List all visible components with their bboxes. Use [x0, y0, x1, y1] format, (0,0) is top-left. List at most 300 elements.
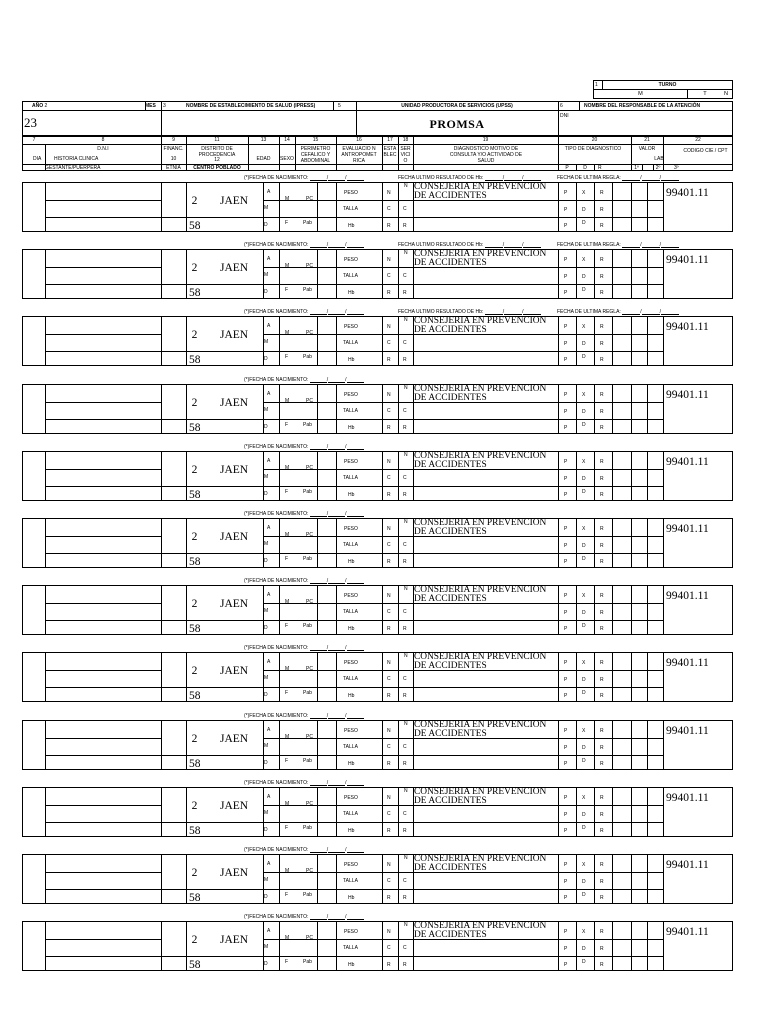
row-serv-r[interactable]: R [403, 626, 407, 632]
row-sexo-f[interactable]: F [285, 489, 289, 495]
row-serv-r[interactable]: R [403, 828, 407, 834]
row-tipo-r-1[interactable]: R [600, 526, 604, 532]
row-sexo-m[interactable]: M [285, 196, 290, 202]
row-estab-r[interactable]: R [387, 223, 391, 229]
row-edad-unit-a[interactable]: A [267, 323, 271, 329]
row-tipo-d-2[interactable]: D [582, 207, 586, 213]
row-tipo-p-1[interactable]: P [564, 190, 568, 196]
row-diagnostico-line1[interactable]: CONSEJERIA EN PREVENCION [414, 585, 547, 595]
row-codigo-value[interactable]: 99401.11 [666, 657, 709, 669]
row-tipo-r-3[interactable]: R [600, 425, 604, 431]
row-serv-r[interactable]: R [403, 290, 407, 296]
row-edad-unit-a[interactable]: A [267, 189, 271, 195]
row-estab-n[interactable]: N [387, 728, 391, 734]
row-serv-n[interactable]: N [404, 250, 408, 256]
row-serv-n[interactable]: N [404, 788, 408, 794]
row-estab-r[interactable]: R [387, 290, 391, 296]
row-financ-value[interactable]: 2 [191, 531, 198, 543]
row-estab-n[interactable]: N [387, 593, 391, 599]
row-diagnostico-line2[interactable]: DE ACCIDENTES [414, 661, 487, 671]
row-edad-value[interactable]: 58 [189, 422, 201, 434]
row-diagnostico-line2[interactable]: DE ACCIDENTES [414, 393, 487, 403]
row-edad-unit-d[interactable]: D [264, 558, 268, 564]
row-edad-value[interactable]: 58 [189, 758, 201, 770]
row-edad-unit-d[interactable]: D [264, 289, 268, 295]
row-sexo-m[interactable]: M [285, 666, 290, 672]
row-diagnostico-line2[interactable]: DE ACCIDENTES [414, 527, 487, 537]
row-tipo-p-2[interactable]: P [564, 274, 568, 280]
row-diagnostico-line2[interactable]: DE ACCIDENTES [414, 594, 487, 604]
row-diagnostico-line1[interactable]: CONSEJERIA EN PREVENCION [414, 384, 547, 394]
row-tipo-p-1[interactable]: P [564, 728, 568, 734]
turno-option-n[interactable]: N [724, 91, 729, 97]
row-sexo-f[interactable]: F [285, 354, 289, 360]
row-serv-n[interactable]: N [404, 385, 408, 391]
row-tipo-x[interactable]: X [582, 593, 586, 599]
row-edad-unit-d[interactable]: D [264, 692, 268, 698]
row-estab-c[interactable]: C [387, 744, 391, 750]
row-serv-r[interactable]: R [403, 492, 407, 498]
row-tipo-d-3[interactable]: D [582, 892, 586, 898]
row-edad-unit-m[interactable]: M [264, 608, 269, 614]
row-tipo-r-1[interactable]: R [600, 257, 604, 263]
row-codigo-value[interactable]: 99401.11 [666, 590, 709, 602]
row-diagnostico-line1[interactable]: CONSEJERIA EN PREVENCION [414, 518, 547, 528]
row-tipo-d-2[interactable]: D [582, 745, 586, 751]
row-codigo-value[interactable]: 99401.11 [666, 523, 709, 535]
turno-option-t[interactable]: T [703, 91, 707, 97]
row-serv-r[interactable]: R [403, 962, 407, 968]
row-sexo-f[interactable]: F [285, 220, 289, 226]
row-serv-c[interactable]: C [403, 945, 407, 951]
row-edad-unit-d[interactable]: D [264, 424, 268, 430]
row-tipo-p-1[interactable]: P [564, 929, 568, 935]
row-sexo-m[interactable]: M [285, 734, 290, 740]
row-tipo-d-3[interactable]: D [582, 220, 586, 226]
row-financ-value[interactable]: 2 [191, 733, 198, 745]
row-financ-value[interactable]: 2 [191, 329, 198, 341]
row-tipo-p-2[interactable]: P [564, 946, 568, 952]
row-estab-c[interactable]: C [387, 475, 391, 481]
row-tipo-r-3[interactable]: R [600, 357, 604, 363]
row-estab-c[interactable]: C [387, 811, 391, 817]
row-diagnostico-line1[interactable]: CONSEJERIA EN PREVENCION [414, 316, 547, 326]
row-financ-value[interactable]: 2 [191, 397, 198, 409]
row-tipo-p-1[interactable]: P [564, 795, 568, 801]
row-tipo-p-3[interactable]: P [564, 761, 568, 767]
row-edad-unit-m[interactable]: M [264, 877, 269, 883]
row-codigo-value[interactable]: 99401.11 [666, 254, 709, 266]
row-tipo-r-1[interactable]: R [600, 459, 604, 465]
row-estab-r[interactable]: R [387, 425, 391, 431]
row-edad-value[interactable]: 58 [189, 892, 201, 904]
row-edad-unit-a[interactable]: A [267, 525, 271, 531]
row-distrito-value[interactable]: JAEN [220, 867, 249, 879]
row-edad-unit-a[interactable]: A [267, 458, 271, 464]
row-diagnostico-line2[interactable]: DE ACCIDENTES [414, 460, 487, 470]
row-distrito-value[interactable]: JAEN [220, 329, 249, 341]
row-serv-n[interactable]: N [404, 922, 408, 928]
row-serv-c[interactable]: C [403, 340, 407, 346]
row-tipo-r-2[interactable]: R [600, 274, 604, 280]
row-estab-c[interactable]: C [387, 676, 391, 682]
row-edad-unit-a[interactable]: A [267, 861, 271, 867]
row-edad-value[interactable]: 58 [189, 623, 201, 635]
row-serv-c[interactable]: C [403, 878, 407, 884]
row-tipo-r-2[interactable]: R [600, 677, 604, 683]
row-tipo-r-3[interactable]: R [600, 223, 604, 229]
row-tipo-r-3[interactable]: R [600, 626, 604, 632]
row-estab-c[interactable]: C [387, 340, 391, 346]
row-tipo-d-2[interactable]: D [582, 409, 586, 415]
row-estab-r[interactable]: R [387, 828, 391, 834]
row-tipo-d-2[interactable]: D [582, 274, 586, 280]
row-sexo-f[interactable]: F [285, 422, 289, 428]
row-sexo-f[interactable]: F [285, 825, 289, 831]
row-estab-n[interactable]: N [387, 660, 391, 666]
row-tipo-d-2[interactable]: D [582, 476, 586, 482]
row-tipo-p-3[interactable]: P [564, 425, 568, 431]
row-tipo-d-3[interactable]: D [582, 556, 586, 562]
row-financ-value[interactable]: 2 [191, 800, 198, 812]
row-tipo-p-2[interactable]: P [564, 812, 568, 818]
row-estab-r[interactable]: R [387, 357, 391, 363]
row-distrito-value[interactable]: JAEN [220, 665, 249, 677]
row-estab-n[interactable]: N [387, 392, 391, 398]
row-tipo-x[interactable]: X [582, 526, 586, 532]
row-serv-n[interactable]: N [404, 855, 408, 861]
row-edad-unit-d[interactable]: D [264, 827, 268, 833]
row-edad-unit-m[interactable]: M [264, 944, 269, 950]
row-edad-value[interactable]: 58 [189, 489, 201, 501]
row-diagnostico-line2[interactable]: DE ACCIDENTES [414, 863, 487, 873]
row-edad-unit-m[interactable]: M [264, 339, 269, 345]
row-tipo-r-1[interactable]: R [600, 728, 604, 734]
row-edad-unit-d[interactable]: D [264, 760, 268, 766]
row-tipo-r-2[interactable]: R [600, 879, 604, 885]
row-estab-c[interactable]: C [387, 542, 391, 548]
row-diagnostico-line1[interactable]: CONSEJERIA EN PREVENCION [414, 720, 547, 730]
row-tipo-p-1[interactable]: P [564, 324, 568, 330]
row-estab-c[interactable]: C [387, 945, 391, 951]
row-serv-c[interactable]: C [403, 811, 407, 817]
row-tipo-p-1[interactable]: P [564, 862, 568, 868]
row-edad-unit-a[interactable]: A [267, 391, 271, 397]
row-diagnostico-line1[interactable]: CONSEJERIA EN PREVENCION [414, 249, 547, 259]
row-tipo-d-2[interactable]: D [582, 812, 586, 818]
row-tipo-r-3[interactable]: R [600, 492, 604, 498]
row-tipo-r-3[interactable]: R [600, 895, 604, 901]
row-tipo-p-2[interactable]: P [564, 610, 568, 616]
row-tipo-r-2[interactable]: R [600, 409, 604, 415]
row-tipo-d-3[interactable]: D [582, 287, 586, 293]
row-tipo-d-3[interactable]: D [582, 825, 586, 831]
row-tipo-r-2[interactable]: R [600, 341, 604, 347]
row-diagnostico-line2[interactable]: DE ACCIDENTES [414, 191, 487, 201]
row-sexo-f[interactable]: F [285, 623, 289, 629]
row-serv-c[interactable]: C [403, 408, 407, 414]
row-estab-r[interactable]: R [387, 693, 391, 699]
row-tipo-r-1[interactable]: R [600, 190, 604, 196]
row-codigo-value[interactable]: 99401.11 [666, 389, 709, 401]
row-financ-value[interactable]: 2 [191, 665, 198, 677]
row-serv-c[interactable]: C [403, 542, 407, 548]
row-tipo-x[interactable]: X [582, 257, 586, 263]
row-estab-r[interactable]: R [387, 962, 391, 968]
row-distrito-value[interactable]: JAEN [220, 598, 249, 610]
row-tipo-r-1[interactable]: R [600, 795, 604, 801]
row-sexo-f[interactable]: F [285, 892, 289, 898]
row-tipo-p-2[interactable]: P [564, 543, 568, 549]
row-tipo-r-1[interactable]: R [600, 392, 604, 398]
row-edad-value[interactable]: 58 [189, 556, 201, 568]
row-tipo-r-2[interactable]: R [600, 610, 604, 616]
row-tipo-r-3[interactable]: R [600, 761, 604, 767]
row-tipo-p-3[interactable]: P [564, 895, 568, 901]
row-serv-r[interactable]: R [403, 761, 407, 767]
row-edad-value[interactable]: 58 [189, 287, 201, 299]
row-financ-value[interactable]: 2 [191, 262, 198, 274]
row-sexo-f[interactable]: F [285, 690, 289, 696]
row-distrito-value[interactable]: JAEN [220, 464, 249, 476]
row-distrito-value[interactable]: JAEN [220, 531, 249, 543]
row-financ-value[interactable]: 2 [191, 464, 198, 476]
row-estab-c[interactable]: C [387, 408, 391, 414]
row-serv-r[interactable]: R [403, 693, 407, 699]
row-edad-unit-m[interactable]: M [264, 474, 269, 480]
row-tipo-p-2[interactable]: P [564, 207, 568, 213]
row-tipo-r-1[interactable]: R [600, 593, 604, 599]
row-tipo-d-2[interactable]: D [582, 677, 586, 683]
row-sexo-m[interactable]: M [285, 263, 290, 269]
row-diagnostico-line2[interactable]: DE ACCIDENTES [414, 729, 487, 739]
row-tipo-d-2[interactable]: D [582, 341, 586, 347]
row-tipo-d-3[interactable]: D [582, 354, 586, 360]
row-serv-r[interactable]: R [403, 223, 407, 229]
row-distrito-value[interactable]: JAEN [220, 800, 249, 812]
row-sexo-m[interactable]: M [285, 868, 290, 874]
row-edad-unit-d[interactable]: D [264, 491, 268, 497]
row-edad-unit-m[interactable]: M [264, 541, 269, 547]
row-tipo-x[interactable]: X [582, 929, 586, 935]
row-serv-n[interactable]: N [404, 317, 408, 323]
row-estab-r[interactable]: R [387, 492, 391, 498]
row-tipo-r-1[interactable]: R [600, 660, 604, 666]
row-serv-r[interactable]: R [403, 357, 407, 363]
row-tipo-p-2[interactable]: P [564, 476, 568, 482]
row-tipo-p-2[interactable]: P [564, 879, 568, 885]
row-tipo-p-3[interactable]: P [564, 693, 568, 699]
row-serv-r[interactable]: R [403, 559, 407, 565]
row-tipo-x[interactable]: X [582, 324, 586, 330]
row-edad-value[interactable]: 58 [189, 220, 201, 232]
row-diagnostico-line2[interactable]: DE ACCIDENTES [414, 930, 487, 940]
row-financ-value[interactable]: 2 [191, 934, 198, 946]
row-codigo-value[interactable]: 99401.11 [666, 859, 709, 871]
row-diagnostico-line2[interactable]: DE ACCIDENTES [414, 325, 487, 335]
turno-option-m[interactable]: M [638, 91, 643, 97]
row-diagnostico-line2[interactable]: DE ACCIDENTES [414, 258, 487, 268]
row-tipo-r-2[interactable]: R [600, 476, 604, 482]
row-tipo-p-3[interactable]: P [564, 828, 568, 834]
row-edad-value[interactable]: 58 [189, 825, 201, 837]
row-serv-c[interactable]: C [403, 273, 407, 279]
row-tipo-p-3[interactable]: P [564, 492, 568, 498]
row-estab-r[interactable]: R [387, 895, 391, 901]
row-serv-n[interactable]: N [404, 519, 408, 525]
row-tipo-p-1[interactable]: P [564, 660, 568, 666]
row-edad-unit-d[interactable]: D [264, 356, 268, 362]
row-tipo-d-3[interactable]: D [582, 758, 586, 764]
row-distrito-value[interactable]: JAEN [220, 934, 249, 946]
row-tipo-p-1[interactable]: P [564, 526, 568, 532]
row-sexo-f[interactable]: F [285, 287, 289, 293]
row-edad-value[interactable]: 58 [189, 690, 201, 702]
row-tipo-p-3[interactable]: P [564, 962, 568, 968]
row-sexo-m[interactable]: M [285, 465, 290, 471]
row-edad-unit-m[interactable]: M [264, 272, 269, 278]
row-tipo-r-2[interactable]: R [600, 745, 604, 751]
row-edad-unit-d[interactable]: D [264, 625, 268, 631]
row-tipo-x[interactable]: X [582, 728, 586, 734]
row-tipo-d-3[interactable]: D [582, 959, 586, 965]
row-edad-unit-d[interactable]: D [264, 894, 268, 900]
row-tipo-r-2[interactable]: R [600, 543, 604, 549]
row-tipo-p-3[interactable]: P [564, 223, 568, 229]
row-distrito-value[interactable]: JAEN [220, 397, 249, 409]
row-serv-n[interactable]: N [404, 721, 408, 727]
row-edad-unit-a[interactable]: A [267, 256, 271, 262]
row-tipo-x[interactable]: X [582, 795, 586, 801]
row-codigo-value[interactable]: 99401.11 [666, 456, 709, 468]
row-serv-r[interactable]: R [403, 425, 407, 431]
row-tipo-p-1[interactable]: P [564, 459, 568, 465]
row-tipo-p-3[interactable]: P [564, 559, 568, 565]
row-distrito-value[interactable]: JAEN [220, 262, 249, 274]
row-tipo-d-3[interactable]: D [582, 690, 586, 696]
row-tipo-x[interactable]: X [582, 862, 586, 868]
row-tipo-p-2[interactable]: P [564, 341, 568, 347]
row-serv-n[interactable]: N [404, 586, 408, 592]
row-serv-c[interactable]: C [403, 206, 407, 212]
row-financ-value[interactable]: 2 [191, 195, 198, 207]
row-tipo-d-3[interactable]: D [582, 422, 586, 428]
row-tipo-p-1[interactable]: P [564, 257, 568, 263]
row-serv-n[interactable]: N [404, 653, 408, 659]
row-tipo-d-2[interactable]: D [582, 879, 586, 885]
row-distrito-value[interactable]: JAEN [220, 733, 249, 745]
row-tipo-d-2[interactable]: D [582, 610, 586, 616]
row-codigo-value[interactable]: 99401.11 [666, 725, 709, 737]
row-estab-c[interactable]: C [387, 609, 391, 615]
row-serv-n[interactable]: N [404, 183, 408, 189]
row-tipo-p-3[interactable]: P [564, 290, 568, 296]
row-diagnostico-line1[interactable]: CONSEJERIA EN PREVENCION [414, 921, 547, 931]
row-diagnostico-line1[interactable]: CONSEJERIA EN PREVENCION [414, 652, 547, 662]
row-edad-unit-a[interactable]: A [267, 592, 271, 598]
row-diagnostico-line1[interactable]: CONSEJERIA EN PREVENCION [414, 182, 547, 192]
row-diagnostico-line2[interactable]: DE ACCIDENTES [414, 796, 487, 806]
row-estab-n[interactable]: N [387, 526, 391, 532]
row-diagnostico-line1[interactable]: CONSEJERIA EN PREVENCION [414, 451, 547, 461]
row-financ-value[interactable]: 2 [191, 598, 198, 610]
row-estab-r[interactable]: R [387, 559, 391, 565]
row-sexo-m[interactable]: M [285, 935, 290, 941]
row-diagnostico-line1[interactable]: CONSEJERIA EN PREVENCION [414, 854, 547, 864]
row-edad-unit-m[interactable]: M [264, 205, 269, 211]
row-serv-c[interactable]: C [403, 609, 407, 615]
anio-value[interactable]: 23 [24, 115, 37, 130]
row-tipo-r-2[interactable]: R [600, 812, 604, 818]
row-tipo-p-3[interactable]: P [564, 357, 568, 363]
row-tipo-p-1[interactable]: P [564, 593, 568, 599]
row-tipo-x[interactable]: X [582, 660, 586, 666]
row-tipo-d-2[interactable]: D [582, 543, 586, 549]
row-sexo-m[interactable]: M [285, 330, 290, 336]
row-sexo-f[interactable]: F [285, 959, 289, 965]
row-edad-unit-a[interactable]: A [267, 928, 271, 934]
row-estab-r[interactable]: R [387, 761, 391, 767]
row-tipo-r-3[interactable]: R [600, 962, 604, 968]
row-tipo-d-3[interactable]: D [582, 623, 586, 629]
row-edad-value[interactable]: 58 [189, 959, 201, 971]
row-sexo-m[interactable]: M [285, 599, 290, 605]
row-sexo-f[interactable]: F [285, 556, 289, 562]
row-sexo-m[interactable]: M [285, 398, 290, 404]
row-edad-unit-d[interactable]: D [264, 222, 268, 228]
row-edad-unit-m[interactable]: M [264, 407, 269, 413]
row-serv-c[interactable]: C [403, 475, 407, 481]
row-tipo-r-3[interactable]: R [600, 290, 604, 296]
ups-value[interactable]: PROMSA [429, 117, 485, 131]
row-sexo-f[interactable]: F [285, 758, 289, 764]
row-tipo-x[interactable]: X [582, 459, 586, 465]
row-tipo-r-3[interactable]: R [600, 828, 604, 834]
row-serv-c[interactable]: C [403, 676, 407, 682]
row-financ-value[interactable]: 2 [191, 867, 198, 879]
row-distrito-value[interactable]: JAEN [220, 195, 249, 207]
row-tipo-x[interactable]: X [582, 392, 586, 398]
row-tipo-r-3[interactable]: R [600, 693, 604, 699]
row-edad-unit-m[interactable]: M [264, 675, 269, 681]
row-estab-n[interactable]: N [387, 257, 391, 263]
row-edad-unit-m[interactable]: M [264, 743, 269, 749]
row-tipo-r-1[interactable]: R [600, 862, 604, 868]
row-edad-value[interactable]: 58 [189, 354, 201, 366]
row-tipo-p-2[interactable]: P [564, 677, 568, 683]
row-sexo-m[interactable]: M [285, 532, 290, 538]
row-edad-unit-d[interactable]: D [264, 961, 268, 967]
row-estab-n[interactable]: N [387, 795, 391, 801]
row-codigo-value[interactable]: 99401.11 [666, 321, 709, 333]
row-codigo-value[interactable]: 99401.11 [666, 187, 709, 199]
row-estab-n[interactable]: N [387, 929, 391, 935]
row-estab-n[interactable]: N [387, 190, 391, 196]
row-codigo-value[interactable]: 99401.11 [666, 926, 709, 938]
row-estab-c[interactable]: C [387, 273, 391, 279]
row-edad-unit-a[interactable]: A [267, 727, 271, 733]
row-tipo-x[interactable]: X [582, 190, 586, 196]
row-tipo-d-2[interactable]: D [582, 946, 586, 952]
row-edad-unit-a[interactable]: A [267, 659, 271, 665]
row-estab-c[interactable]: C [387, 878, 391, 884]
row-estab-n[interactable]: N [387, 324, 391, 330]
row-tipo-p-3[interactable]: P [564, 626, 568, 632]
row-tipo-r-1[interactable]: R [600, 324, 604, 330]
row-tipo-p-2[interactable]: P [564, 409, 568, 415]
row-serv-r[interactable]: R [403, 895, 407, 901]
row-serv-c[interactable]: C [403, 744, 407, 750]
